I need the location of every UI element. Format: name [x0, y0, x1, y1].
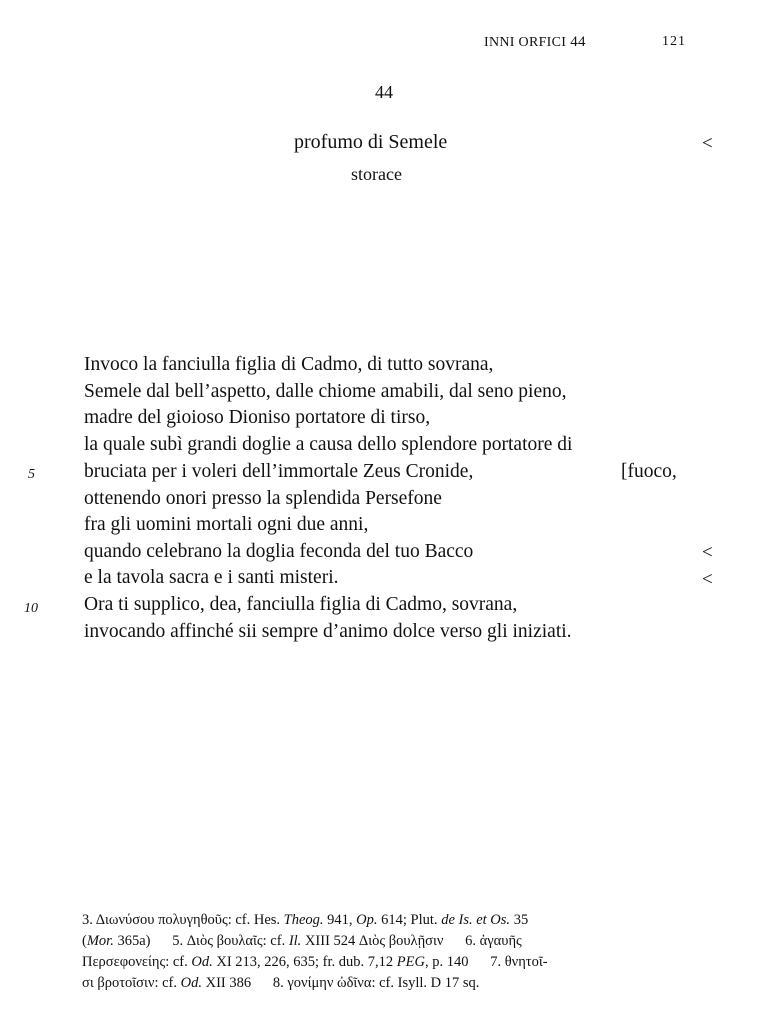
apparatus-italic: de Is. et Os.	[441, 912, 511, 928]
apparatus-italic: Il.	[288, 933, 302, 949]
apparatus-text: 941,	[323, 912, 357, 928]
verse-4: la quale subì grandi doglie a causa dello splendore portatore di	[84, 434, 573, 455]
apparatus-line-2	[82, 931, 688, 952]
apparatus-text: Περσεφονείης: cf.	[82, 954, 192, 970]
running-title	[484, 34, 586, 51]
apparatus-italic: Od.	[180, 975, 202, 991]
apparatus-text: , p. 140 7. θνητοῖ-	[424, 954, 548, 970]
apparatus-italic: Theog.	[283, 912, 324, 928]
title-margin-mark: <	[702, 133, 713, 154]
apparatus-text: 365a) 5. Διὸς βουλαῖς: cf.	[113, 933, 289, 949]
apparatus-italic: PEG	[396, 954, 425, 970]
verse-7: fra gli uomini mortali ogni due anni,	[84, 514, 369, 535]
apparatus-text: 3. Διωνύσου πολυγηθοῦς: cf. Hes.	[82, 912, 284, 928]
apparatus-text: (	[82, 933, 87, 949]
verse-4-turnover: [fuoco,	[621, 461, 677, 482]
line-number-10: 10	[24, 601, 38, 616]
verse-9-margin-mark: <	[702, 569, 713, 590]
apparatus-italic: Mor.	[86, 933, 114, 949]
apparatus-text: XIII 524 Διὸς βουλῇσιν 6. ἀγαυῆς	[301, 933, 522, 949]
verse-9: e la tavola sacra e i santi misteri.	[84, 567, 339, 588]
critical-apparatus	[82, 910, 688, 994]
hymn-title: profumo di Semele	[294, 131, 448, 153]
apparatus-text: 614; Plut.	[377, 912, 442, 928]
page-number: 121	[662, 34, 686, 49]
running-title-text: INNI ORFICI	[484, 35, 567, 50]
verse-2: Semele dal bell’aspetto, dalle chiome amabili, dal seno pieno,	[84, 381, 567, 402]
apparatus-line-3	[82, 952, 688, 973]
verse-8-margin-mark: <	[702, 542, 713, 563]
apparatus-text: 35	[510, 912, 529, 928]
verse-6: ottenendo onori presso la splendida Persefone	[84, 488, 442, 509]
verse-3: madre del gioioso Dioniso portatore di tirso,	[84, 407, 431, 428]
verse-10: Ora ti supplico, dea, fanciulla figlia di Cadmo, sovrana,	[84, 594, 518, 615]
hymn-subtitle: storace	[351, 164, 402, 184]
running-hymn-number: 44	[570, 34, 586, 50]
verse-11: invocando affinché sii sempre d’animo dolce verso gli iniziati.	[84, 621, 572, 642]
apparatus-line-1	[82, 910, 688, 931]
verse-5: bruciata per i voleri dell’immortale Zeus Cronide,	[84, 461, 474, 482]
apparatus-italic: Od.	[191, 954, 213, 970]
apparatus-text: XII 386 8. γονίμην ὠδῖνα: cf. Isyll. D 17 sq.	[202, 975, 480, 991]
hymn-number: 44	[375, 82, 393, 102]
verse-1: Invoco la fanciulla figlia di Cadmo, di tutto sovrana,	[84, 354, 494, 375]
apparatus-text: XI 213, 226, 635; fr. dub. 7,12	[212, 954, 397, 970]
apparatus-line-4	[82, 973, 688, 994]
apparatus-italic: Op.	[356, 912, 378, 928]
running-header	[478, 34, 690, 56]
line-number-5: 5	[28, 467, 35, 482]
verse-8: quando celebrano la doglia feconda del tuo Bacco	[84, 541, 474, 562]
apparatus-text: σι βροτοῖσιν: cf.	[82, 975, 181, 991]
